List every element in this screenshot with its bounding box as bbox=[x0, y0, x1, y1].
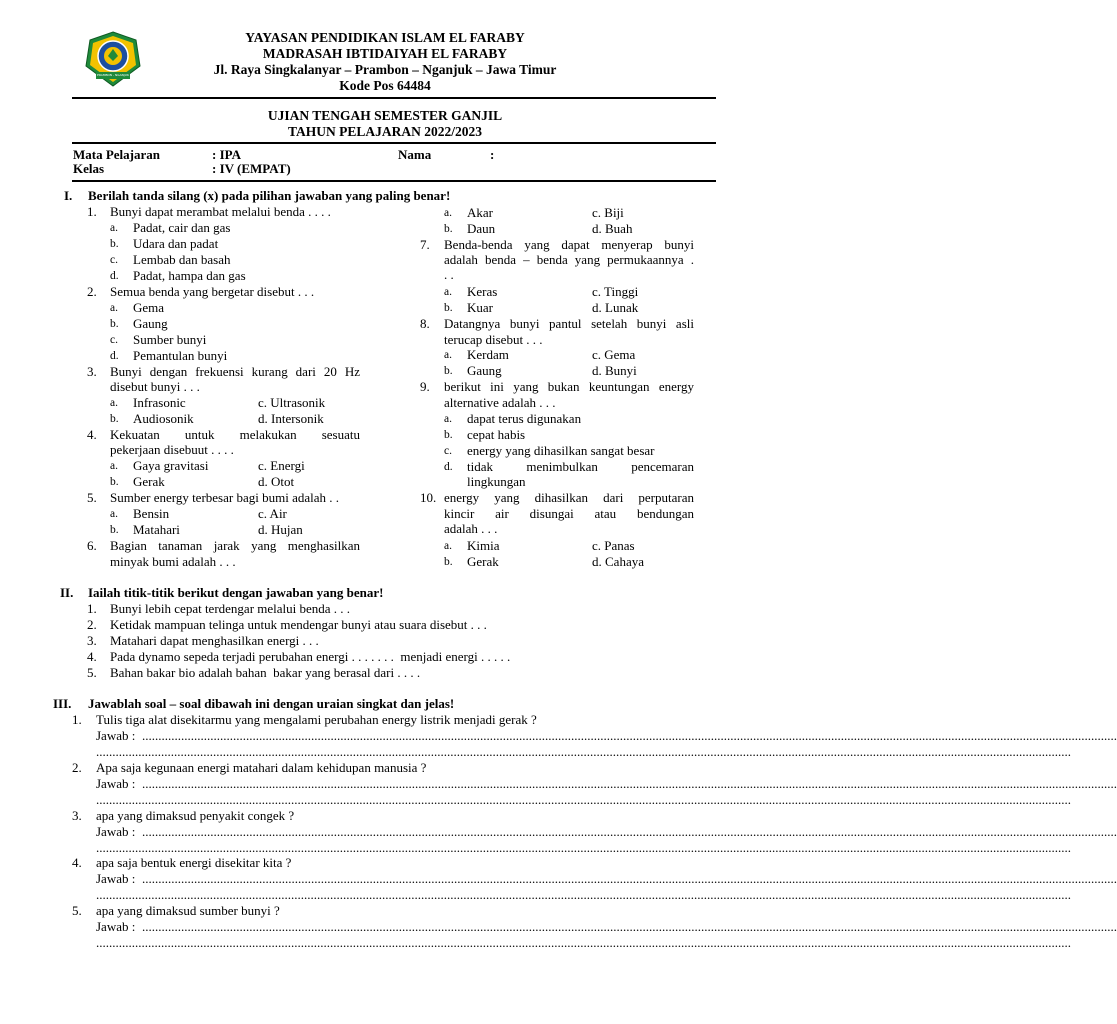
q9-d-letter: d. bbox=[444, 461, 453, 473]
q10-text-line2: kincir air disungai atau bendungan bbox=[444, 506, 694, 521]
q9-b-letter: b. bbox=[444, 429, 453, 441]
q7-d: d. Lunak bbox=[592, 300, 639, 315]
exam-title bbox=[120, 108, 650, 140]
q10-b: Gerak bbox=[467, 554, 499, 569]
s3-q1-answer-line1: ............................................................................................................................................................................................................................................................................................................ bbox=[142, 728, 1117, 743]
q1-text: Bunyi dapat merambat melalui benda . . . . bbox=[110, 204, 331, 219]
q8-b-letter: b. bbox=[444, 365, 453, 377]
q6-a: Akar bbox=[467, 205, 493, 220]
s3-q2-answer-line1: ............................................................................................................................................................................................................................................................................................................ bbox=[142, 776, 1117, 791]
q1-a: Padat, cair dan gas bbox=[133, 220, 231, 235]
s2-q1-number: 1. bbox=[87, 601, 97, 616]
q2-b-letter: b. bbox=[110, 318, 119, 330]
s3-q4-text: apa saja bentuk energi disekitar kita ? bbox=[96, 855, 292, 870]
exam-title-line2: TAHUN PELAJARAN 2022/2023 bbox=[287, 124, 482, 139]
q2-d: Pemantulan bunyi bbox=[133, 348, 228, 363]
section1-instruction: Berilah tanda silang (x) pada pilihan jawaban yang paling benar! bbox=[88, 188, 451, 203]
q6-b: Daun bbox=[467, 221, 496, 236]
q4-b-letter: b. bbox=[110, 476, 119, 488]
subject-label: Mata Pelajaran bbox=[73, 147, 161, 162]
q9-number: 9. bbox=[420, 379, 430, 394]
q8-number: 8. bbox=[420, 316, 430, 331]
q9-d-line1: tidak menimbulkan pencemaran bbox=[467, 459, 694, 474]
s2-q5-text: Bahan bakar bio adalah bahan bakar yang berasal dari . . . . bbox=[110, 665, 421, 680]
q7-text-line1: Benda-benda yang dapat menyerap bunyi bbox=[444, 237, 694, 252]
s3-q2-number: 2. bbox=[72, 760, 82, 775]
s2-q4-text: Pada dynamo sepeda terjadi perubahan energi . . . . . . . menjadi energi . . . . . bbox=[110, 649, 511, 664]
foundation-name: YAYASAN PENDIDIKAN ISLAM EL FARABY bbox=[245, 30, 525, 45]
q2-d-letter: d. bbox=[110, 350, 119, 362]
q1-c-letter: c. bbox=[110, 254, 118, 266]
q1-b: Udara dan padat bbox=[133, 236, 219, 251]
q6-c: c. Biji bbox=[592, 205, 624, 220]
postal-code: Kode Pos 64484 bbox=[339, 78, 431, 93]
school-name: MADRASAH IBTIDAIYAH EL FARABY bbox=[262, 46, 508, 61]
q7-text-line2: adalah benda – benda yang permukaannya . bbox=[444, 252, 694, 267]
q4-b: Gerak bbox=[133, 474, 165, 489]
q6-number: 6. bbox=[87, 538, 97, 553]
school-address: Jl. Raya Singkalanyar – Prambon – Nganjuk – Jawa Timur bbox=[213, 62, 557, 77]
s3-q3-answer-line1: ............................................................................................................................................................................................................................................................................................................ bbox=[142, 824, 1117, 839]
s3-q1-answer-line2: ............................................................................................................................................................................................................................................................................................................ bbox=[96, 744, 1071, 759]
q10-a: Kimia bbox=[467, 538, 500, 553]
section2-instruction: Iailah titik-titik berikut dengan jawaban yang benar! bbox=[88, 585, 384, 600]
s3-q2-jawab-label: Jawab : bbox=[96, 776, 136, 791]
q9-c-letter: c. bbox=[444, 445, 452, 457]
q9-a-letter: a. bbox=[444, 413, 452, 425]
s2-q4-number: 4. bbox=[87, 649, 97, 664]
q9-text-line2: alternative adalah . . . bbox=[444, 395, 556, 410]
s2-q3-text: Matahari dapat menghasilkan energi . . . bbox=[110, 633, 319, 648]
s3-q3-number: 3. bbox=[72, 808, 82, 823]
letterhead bbox=[120, 30, 650, 94]
q1-c: Lembab dan basah bbox=[133, 252, 231, 267]
q10-text-line1: energy yang dihasilkan dari perputaran bbox=[444, 490, 694, 505]
q4-d: d. Otot bbox=[258, 474, 295, 489]
s3-q3-jawab-label: Jawab : bbox=[96, 824, 136, 839]
q2-b: Gaung bbox=[133, 316, 168, 331]
s3-q5-answer-line1: ............................................................................................................................................................................................................................................................................................................ bbox=[142, 919, 1117, 934]
s3-q3-text: apa yang dimaksud penyakit congek ? bbox=[96, 808, 295, 823]
q2-c: Sumber bunyi bbox=[133, 332, 207, 347]
q6-b-letter: b. bbox=[444, 223, 453, 235]
s2-q2-number: 2. bbox=[87, 617, 97, 632]
q5-c: c. Air bbox=[258, 506, 287, 521]
section3-instruction: Jawablah soal – soal dibawah ini dengan uraian singkat dan jelas! bbox=[88, 696, 455, 711]
q5-text: Sumber energy terbesar bagi bumi adalah . . bbox=[110, 490, 339, 505]
q9-b: cepat habis bbox=[467, 427, 526, 442]
q8-c: c. Gema bbox=[592, 347, 636, 362]
q8-a-letter: a. bbox=[444, 349, 452, 361]
s3-q4-jawab-label: Jawab : bbox=[96, 871, 136, 886]
q3-a-letter: a. bbox=[110, 397, 118, 409]
q9-c: energy yang dihasilkan sangat besar bbox=[467, 443, 655, 458]
info-rule bbox=[72, 180, 716, 182]
q3-b-letter: b. bbox=[110, 413, 119, 425]
q8-text-line1: Datangnya bunyi pantul setelah bunyi asli bbox=[444, 316, 694, 331]
q6-text-line1: Bagian tanaman jarak yang menghasilkan bbox=[110, 538, 360, 553]
q7-number: 7. bbox=[420, 237, 430, 252]
s3-q5-number: 5. bbox=[72, 903, 82, 918]
q7-c: c. Tinggi bbox=[592, 284, 639, 299]
q3-d: d. Intersonik bbox=[258, 411, 324, 426]
q5-b: Matahari bbox=[133, 522, 180, 537]
q5-a-letter: a. bbox=[110, 508, 118, 520]
q10-d: d. Cahaya bbox=[592, 554, 644, 569]
q5-d: d. Hujan bbox=[258, 522, 303, 537]
q8-b: Gaung bbox=[467, 363, 502, 378]
q4-a-letter: a. bbox=[110, 460, 118, 472]
s3-q4-answer-line2: ............................................................................................................................................................................................................................................................................................................ bbox=[96, 887, 1071, 902]
name-label: Nama bbox=[398, 147, 432, 162]
q4-text-line2: pekerjaan disebuut . . . . bbox=[110, 442, 234, 457]
s2-q5-number: 5. bbox=[87, 665, 97, 680]
q2-c-letter: c. bbox=[110, 334, 118, 346]
title-rule bbox=[72, 142, 716, 144]
s3-q4-number: 4. bbox=[72, 855, 82, 870]
q2-a-letter: a. bbox=[110, 302, 118, 314]
q3-c: c. Ultrasonik bbox=[258, 395, 326, 410]
q7-a-letter: a. bbox=[444, 286, 452, 298]
q9-d-line2: lingkungan bbox=[467, 474, 526, 489]
q1-b-letter: b. bbox=[110, 238, 119, 250]
q8-d: d. Bunyi bbox=[592, 363, 637, 378]
q4-c: c. Energi bbox=[258, 458, 305, 473]
q2-number: 2. bbox=[87, 284, 97, 299]
section2-roman: II. bbox=[60, 585, 74, 600]
s2-q3-number: 3. bbox=[87, 633, 97, 648]
subject-value: : IPA bbox=[212, 147, 242, 162]
q3-text-line2: disebut bunyi . . . bbox=[110, 379, 200, 394]
s3-q4-answer-line1: ............................................................................................................................................................................................................................................................................................................ bbox=[142, 871, 1117, 886]
s3-q1-number: 1. bbox=[72, 712, 82, 727]
q9-a: dapat terus digunakan bbox=[467, 411, 582, 426]
q1-a-letter: a. bbox=[110, 222, 118, 234]
q7-b-letter: b. bbox=[444, 302, 453, 314]
s3-q5-text: apa yang dimaksud sumber bunyi ? bbox=[96, 903, 280, 918]
q9-text-line1: berikut ini yang bukan keuntungan energy bbox=[444, 379, 694, 394]
q10-c: c. Panas bbox=[592, 538, 635, 553]
q3-b: Audiosonik bbox=[133, 411, 194, 426]
s3-q3-answer-line2: ............................................................................................................................................................................................................................................................................................................ bbox=[96, 840, 1071, 855]
s3-q2-answer-line2: ............................................................................................................................................................................................................................................................................................................ bbox=[96, 792, 1071, 807]
q7-b: Kuar bbox=[467, 300, 493, 315]
s2-q2-text: Ketidak mampuan telinga untuk mendengar bunyi atau suara disebut . . . bbox=[110, 617, 487, 632]
q4-text-line1: Kekuatan untuk melakukan sesuatu bbox=[110, 427, 360, 442]
s3-q5-answer-line2: ............................................................................................................................................................................................................................................................................................................ bbox=[96, 935, 1071, 950]
s3-q1-text: Tulis tiga alat disekitarmu yang mengalami perubahan energy listrik menjadi gerak ? bbox=[96, 712, 537, 727]
q2-text: Semua benda yang bergetar disebut . . . bbox=[110, 284, 315, 299]
section3-roman: III. bbox=[53, 696, 72, 711]
q5-number: 5. bbox=[87, 490, 97, 505]
exam-title-line1: UJIAN TENGAH SEMESTER GANJIL bbox=[267, 108, 503, 123]
section1-roman: I. bbox=[64, 188, 73, 203]
q2-a: Gema bbox=[133, 300, 165, 315]
q7-a: Keras bbox=[467, 284, 498, 299]
q10-text-line3: adalah . . . bbox=[444, 521, 498, 536]
q4-a: Gaya gravitasi bbox=[133, 458, 209, 473]
q8-text-line2: terucap disebut . . . bbox=[444, 332, 543, 347]
header-rule bbox=[72, 97, 716, 99]
q6-a-letter: a. bbox=[444, 207, 452, 219]
q5-a: Bensin bbox=[133, 506, 170, 521]
q3-a: Infrasonic bbox=[133, 395, 186, 410]
s3-q2-text: Apa saja kegunaan energi matahari dalam kehidupan manusia ? bbox=[96, 760, 427, 775]
class-label: Kelas bbox=[73, 161, 105, 176]
q3-number: 3. bbox=[87, 364, 97, 379]
q10-number: 10. bbox=[420, 490, 437, 505]
logo-text: PRAMBON - NGANJUK bbox=[97, 73, 129, 77]
q7-text-line3: . . bbox=[444, 267, 454, 282]
q3-text-line1: Bunyi dengan frekuensi kurang dari 20 Hz bbox=[110, 364, 360, 379]
name-value: : bbox=[490, 147, 495, 162]
q10-a-letter: a. bbox=[444, 540, 452, 552]
q6-d: d. Buah bbox=[592, 221, 633, 236]
class-value: : IV (EMPAT) bbox=[212, 161, 291, 176]
q6-text-line2: minyak bumi adalah . . . bbox=[110, 554, 236, 569]
s3-q5-jawab-label: Jawab : bbox=[96, 919, 136, 934]
q5-b-letter: b. bbox=[110, 524, 119, 536]
q1-d-letter: d. bbox=[110, 270, 119, 282]
q10-b-letter: b. bbox=[444, 556, 453, 568]
s3-q1-jawab-label: Jawab : bbox=[96, 728, 136, 743]
s2-q1-text: Bunyi lebih cepat terdengar melalui benda . . . bbox=[110, 601, 351, 616]
q8-a: Kerdam bbox=[467, 347, 509, 362]
q1-number: 1. bbox=[87, 204, 97, 219]
q1-d: Padat, hampa dan gas bbox=[133, 268, 246, 283]
q4-number: 4. bbox=[87, 427, 97, 442]
